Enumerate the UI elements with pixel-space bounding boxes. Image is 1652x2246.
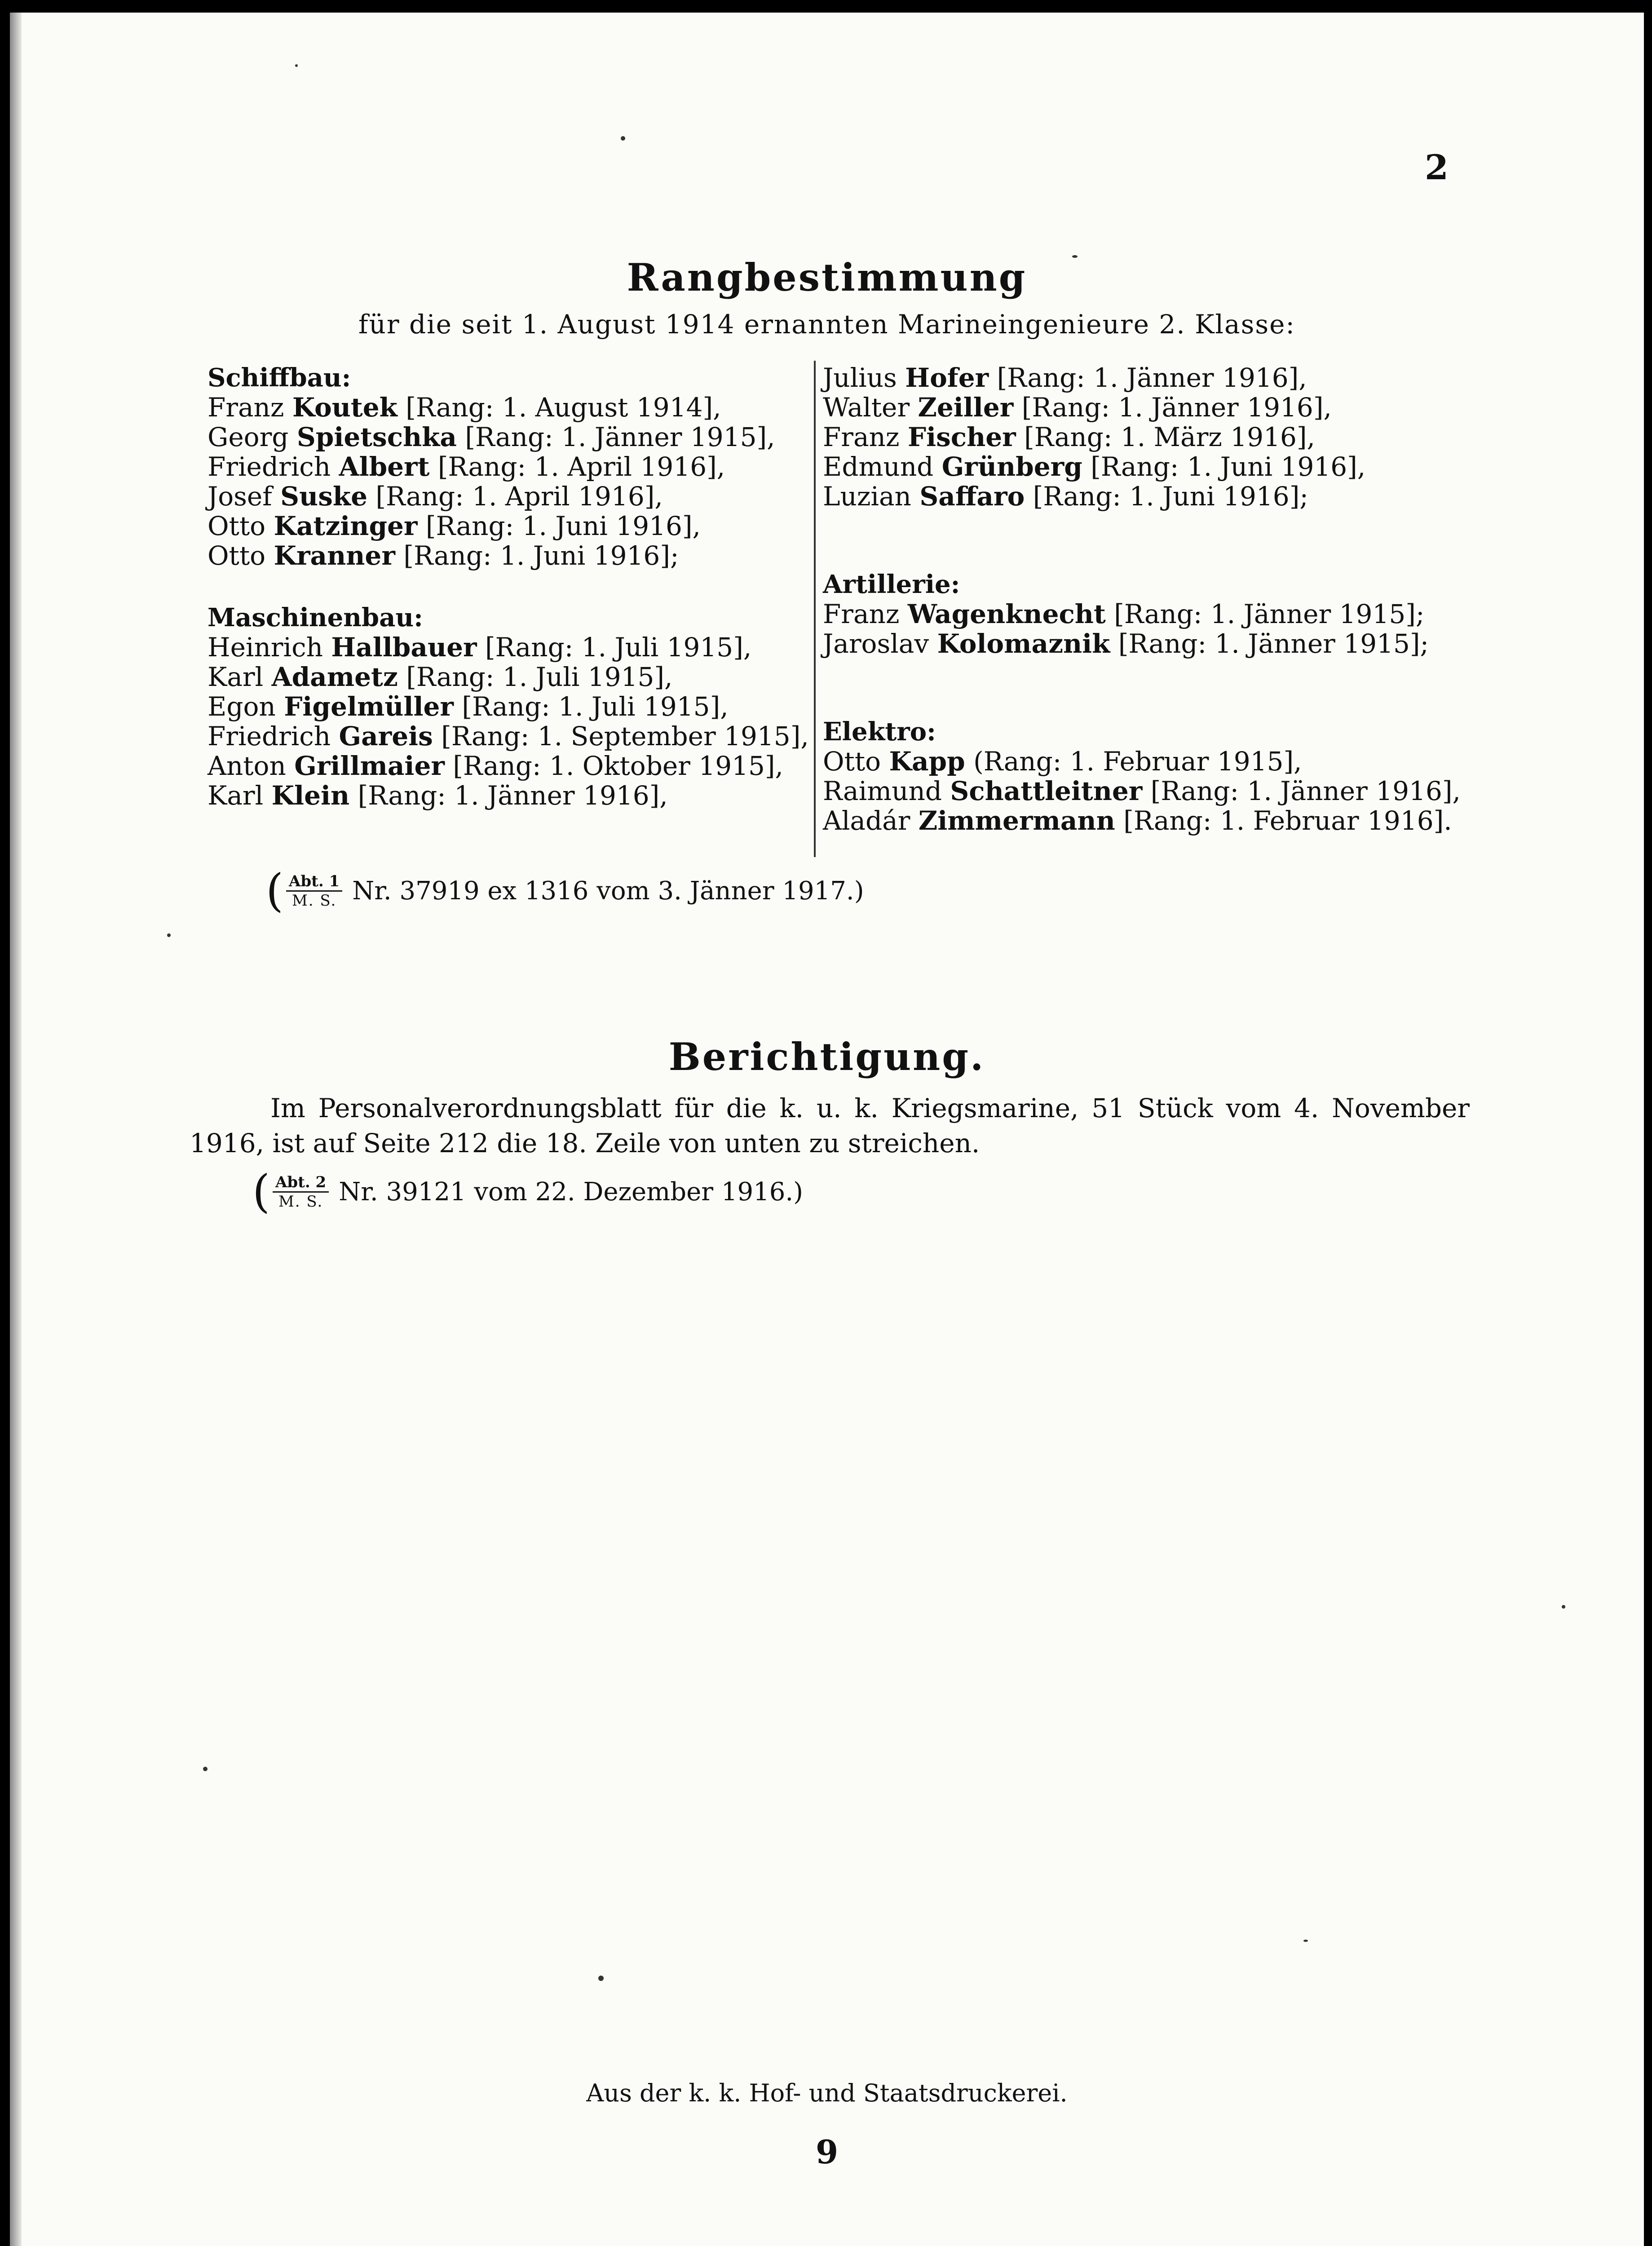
- list-item: Karl Adametz [Rang: 1. Juli 1915],: [208, 662, 673, 692]
- paper-speck: [167, 933, 171, 937]
- paper-speck: [1303, 1940, 1308, 1942]
- list-item: Friedrich Gareis [Rang: 1. September 1915],: [208, 721, 809, 752]
- group-heading-artillerie: Artillerie:: [823, 570, 960, 599]
- paper-speck: [598, 1976, 604, 1981]
- printer-imprint: Aus der k. k. Hof- und Staatsdruckerei.: [586, 2079, 1068, 2107]
- group-heading-elektro: Elektro:: [823, 717, 936, 747]
- reference-note-1: ( $\frac{\text{Abt. 1}}{M. S.}$ Nr. 37919 ex 1316 vom 3. Jänner 1917.): [266, 864, 864, 917]
- paper-speck: [203, 1767, 208, 1771]
- list-item: Walter Zeiller [Rang: 1. Jänner 1916],: [823, 392, 1332, 423]
- list-item: Aladár Zimmermann [Rang: 1. Februar 1916].: [823, 805, 1452, 836]
- group-heading-maschinenbau: Maschinenbau:: [208, 603, 423, 632]
- list-item: Otto Katzinger [Rang: 1. Juni 1916],: [208, 511, 701, 541]
- paper-speck: [621, 136, 625, 141]
- document-page: [10, 13, 1644, 2246]
- group-heading-schiffbau: Schiffbau:: [208, 363, 351, 393]
- list-item: Franz Koutek [Rang: 1. August 1914],: [208, 392, 721, 423]
- reference-note-2: ( $\frac{\text{Abt. 2}}{M. S.}$ Nr. 39121 vom 22. Dezember 1916.): [252, 1165, 804, 1218]
- list-item: Egon Figelmüller [Rang: 1. Juli 1915],: [208, 691, 729, 722]
- reference-fraction: $\frac{\text{Abt. 1}}{M. S.}$: [286, 872, 342, 910]
- section-subtitle: für die seit 1. August 1914 ernannten Marineingenieure 2. Klasse:: [358, 309, 1295, 340]
- reference-text: Nr. 39121 vom 22. Dezember 1916.): [339, 1177, 804, 1207]
- list-item: Julius Hofer [Rang: 1. Jänner 1916],: [823, 363, 1307, 393]
- page-edge-shadow: [10, 13, 22, 2246]
- page-number-top: 2: [1425, 147, 1449, 187]
- list-item: Friedrich Albert [Rang: 1. April 1916],: [208, 451, 725, 482]
- left-column: [208, 363, 809, 811]
- list-item: Edmund Grünberg [Rang: 1. Juni 1916],: [823, 451, 1366, 482]
- page-number-bottom: 9: [815, 2133, 839, 2171]
- list-item: Jaroslav Kolomaznik [Rang: 1. Jänner 1915];: [823, 628, 1429, 659]
- section-title: Rangbestimmung: [627, 255, 1027, 300]
- list-item: Otto Kranner [Rang: 1. Juni 1916];: [208, 540, 679, 571]
- reference-fraction: $\frac{\text{Abt. 2}}{M. S.}$: [273, 1173, 329, 1211]
- list-item: Raimund Schattleitner [Rang: 1. Jänner 1916],: [823, 776, 1461, 806]
- list-item: Franz Fischer [Rang: 1. März 1916],: [823, 422, 1315, 452]
- correction-paragraph: Im Personalverordnungsblatt für die k. u. k. Kriegsmarine, 51 Stück vom 4. November 1916, ist auf Seite 212 die 18. Zeile von unten zu streichen.: [190, 1093, 1470, 1158]
- list-item: Heinrich Hallbauer [Rang: 1. Juli 1915],: [208, 632, 752, 663]
- list-item: Georg Spietschka [Rang: 1. Jänner 1915],: [208, 422, 775, 452]
- right-column: [823, 363, 1461, 836]
- list-item: Anton Grillmaier [Rang: 1. Oktober 1915],: [208, 751, 783, 781]
- reference-text: Nr. 37919 ex 1316 vom 3. Jänner 1917.): [352, 876, 864, 906]
- list-item: Franz Wagenknecht [Rang: 1. Jänner 1915];: [823, 599, 1425, 629]
- paper-speck: [1072, 255, 1078, 258]
- paper-speck: [1562, 1605, 1565, 1609]
- paper-speck: [295, 64, 298, 67]
- correction-title: Berichtigung.: [668, 1035, 985, 1079]
- list-item: Josef Suske [Rang: 1. April 1916],: [208, 481, 663, 512]
- list-item: Luzian Saffaro [Rang: 1. Juni 1916];: [823, 481, 1308, 512]
- list-item: Otto Kapp (Rang: 1. Februar 1915],: [823, 746, 1302, 777]
- column-divider: [814, 361, 816, 857]
- list-item: Karl Klein [Rang: 1. Jänner 1916],: [208, 780, 668, 811]
